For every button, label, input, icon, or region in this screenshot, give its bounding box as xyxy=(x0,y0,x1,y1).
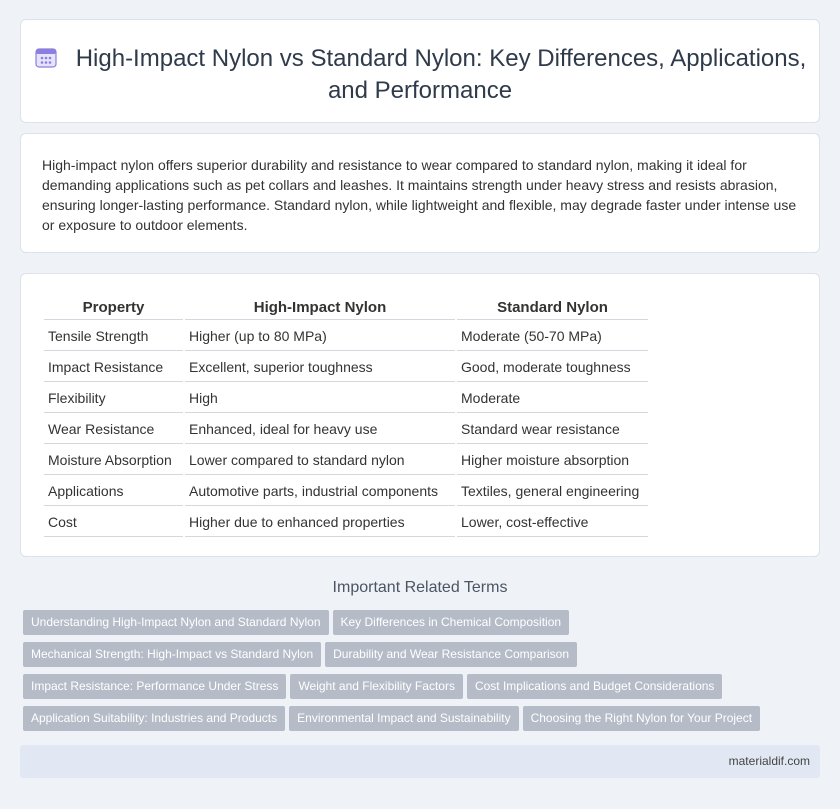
title-wrap xyxy=(21,44,819,105)
related-term-tag[interactable]: Impact Resistance: Performance Under Stress xyxy=(23,674,286,699)
related-terms-tags xyxy=(23,610,813,738)
table-cell: Tensile Strength xyxy=(44,322,183,351)
footer-site-link[interactable]: materialdif.com xyxy=(728,754,810,768)
related-term-tag[interactable]: Environmental Impact and Sustainability xyxy=(289,706,518,731)
header-high-impact: High-Impact Nylon xyxy=(185,296,455,320)
table-row xyxy=(44,353,648,382)
table-cell: Cost xyxy=(44,508,183,537)
page-title xyxy=(21,44,819,105)
table-header-row xyxy=(44,296,648,320)
table-cell: Moisture Absorption xyxy=(44,446,183,475)
table-row xyxy=(44,322,648,351)
tag-row xyxy=(23,706,813,738)
table-cell: Flexibility xyxy=(44,384,183,413)
table-row xyxy=(44,477,648,506)
table-cell: Higher (up to 80 MPa) xyxy=(185,322,455,351)
related-term-tag[interactable]: Application Suitability: Industries and Products xyxy=(23,706,285,731)
table-cell: Automotive parts, industrial components xyxy=(185,477,455,506)
table-cell: Moderate xyxy=(457,384,648,413)
table-cell: Impact Resistance xyxy=(44,353,183,382)
comparison-table xyxy=(42,294,650,539)
related-term-tag[interactable]: Mechanical Strength: High-Impact vs Standard Nylon xyxy=(23,642,321,667)
related-term-tag[interactable]: Durability and Wear Resistance Comparison xyxy=(325,642,577,667)
table-cell: Textiles, general engineering xyxy=(457,477,648,506)
table-cell: Applications xyxy=(44,477,183,506)
related-term-tag[interactable]: Weight and Flexibility Factors xyxy=(290,674,463,699)
summary-text: High-impact nylon offers superior durability and resistance to wear compared to standard nylon, making it ideal for demanding applications such as pet collars and leashes. It maintains strength under heavy stress and resists abrasion, ensuring longer-lasting performance. Standard nylon, while lightweight and flexible, may degrade faster under intense use or exposure to outdoor elements. xyxy=(42,157,797,233)
table-row xyxy=(44,508,648,537)
title-card xyxy=(20,19,820,123)
table-cell: Higher moisture absorption xyxy=(457,446,648,475)
table-row xyxy=(44,384,648,413)
table-cell: Good, moderate toughness xyxy=(457,353,648,382)
related-term-tag[interactable]: Choosing the Right Nylon for Your Project xyxy=(523,706,760,731)
related-term-tag[interactable]: Key Differences in Chemical Composition xyxy=(333,610,570,635)
table-cell: High xyxy=(185,384,455,413)
tag-row xyxy=(23,674,813,706)
table-row xyxy=(44,446,648,475)
tag-row xyxy=(23,610,813,642)
tag-row xyxy=(23,642,813,674)
related-terms-heading: Important Related Terms xyxy=(332,579,508,596)
summary-card xyxy=(20,133,820,253)
related-term-tag[interactable]: Understanding High-Impact Nylon and Standard Nylon xyxy=(23,610,329,635)
table-cell: Higher due to enhanced properties xyxy=(185,508,455,537)
page-title-text: High-Impact Nylon vs Standard Nylon: Key Differences, Applications, and Performance xyxy=(75,45,807,104)
calendar-icon xyxy=(34,45,58,76)
comparison-table-card xyxy=(20,273,820,557)
table-cell: Lower compared to standard nylon xyxy=(185,446,455,475)
footer xyxy=(20,745,820,778)
table-cell: Standard wear resistance xyxy=(457,415,648,444)
table-cell: Enhanced, ideal for heavy use xyxy=(185,415,455,444)
table-cell: Lower, cost-effective xyxy=(457,508,648,537)
table-cell: Moderate (50-70 MPa) xyxy=(457,322,648,351)
table-cell: Excellent, superior toughness xyxy=(185,353,455,382)
related-term-tag[interactable]: Cost Implications and Budget Considerations xyxy=(467,674,722,699)
table-cell: Wear Resistance xyxy=(44,415,183,444)
header-property: Property xyxy=(44,296,183,320)
table-row xyxy=(44,415,648,444)
header-standard: Standard Nylon xyxy=(457,296,648,320)
